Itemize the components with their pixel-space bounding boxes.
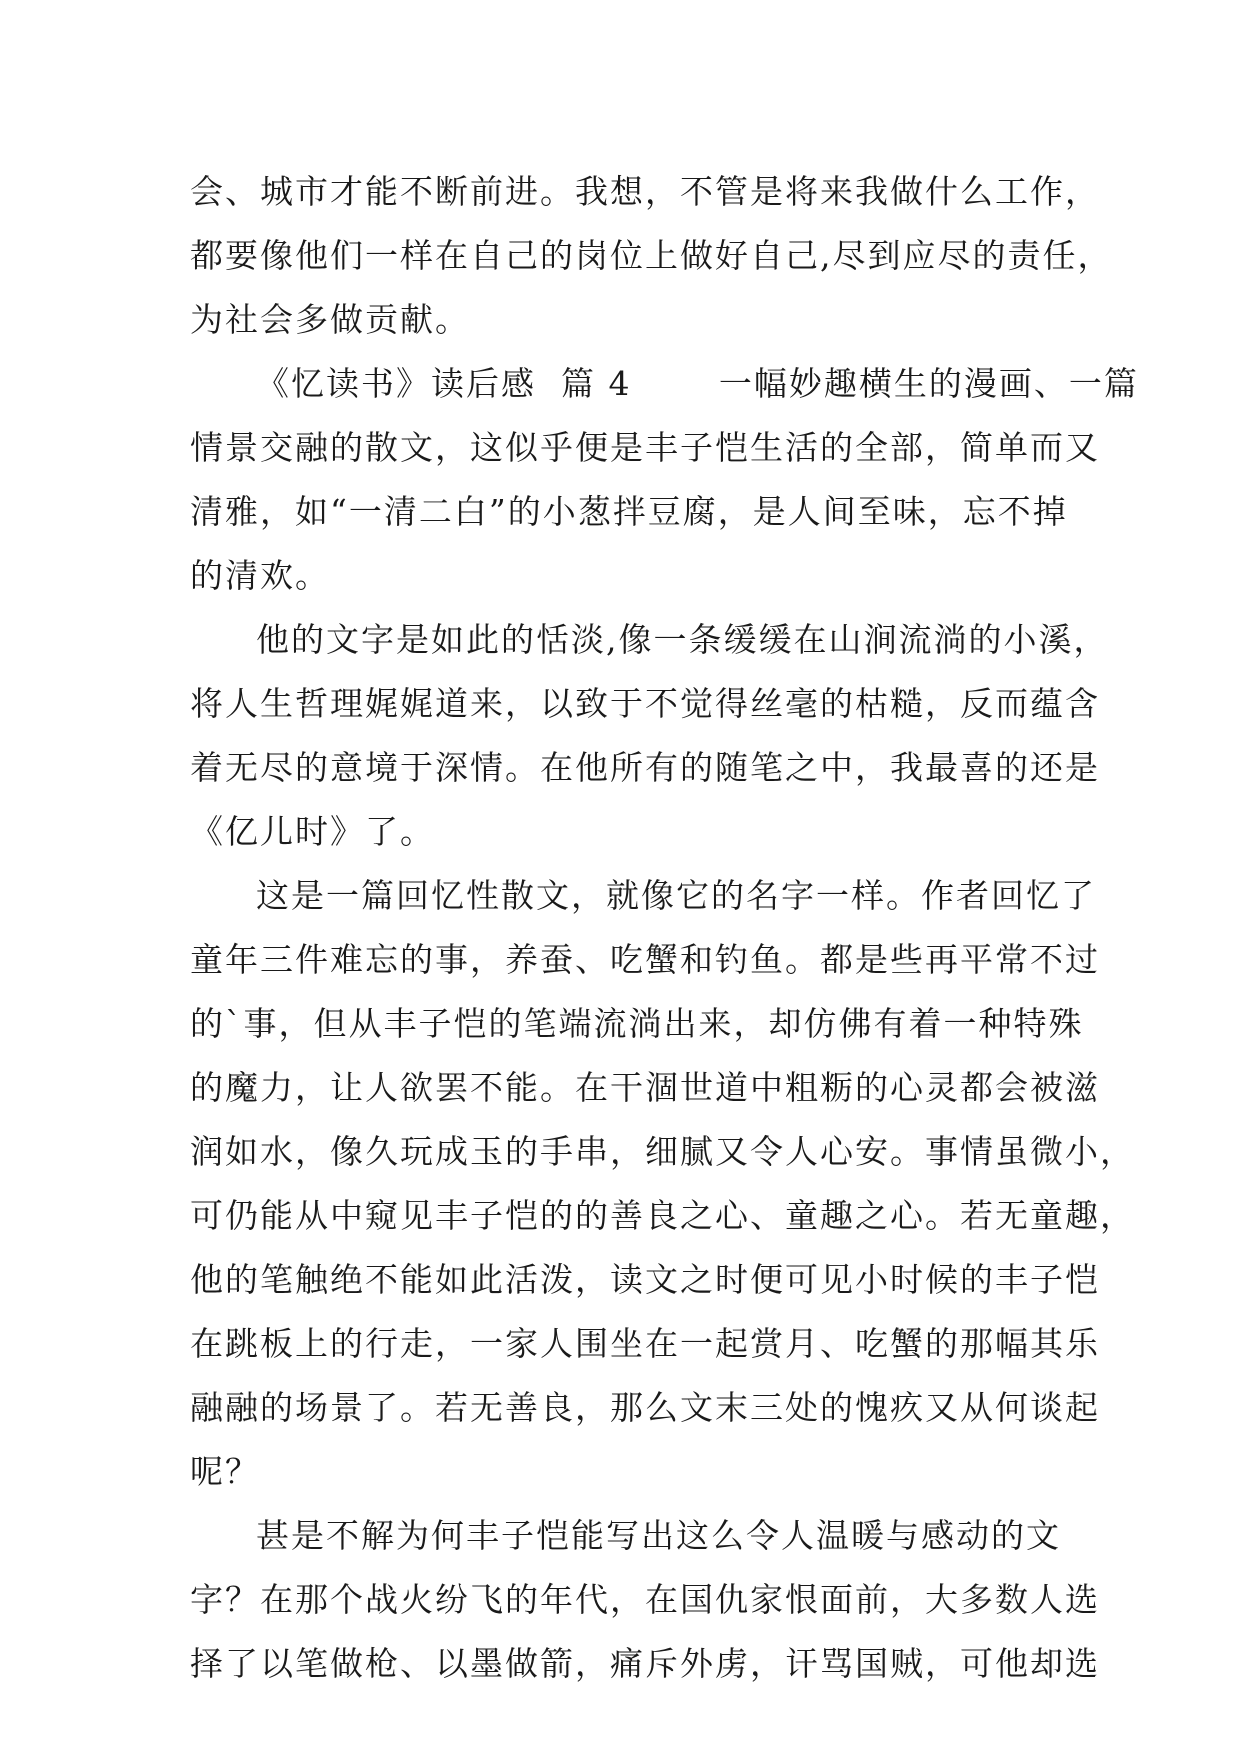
text-line: 择了以笔做枪、以墨做箭，痛斥外虏，讦骂国贼，可他却选 — [190, 1644, 1100, 1683]
text-line: 可仍能从中窥见丰子恺的的善良之心、童趣之心。若无童趣， — [190, 1196, 1135, 1235]
text-line: 会、城市才能不断前进。我想，不管是将来我做什么工作， — [190, 172, 1100, 211]
text-line: 字？在那个战火纷飞的年代，在国仇家恨面前，大多数人选 — [190, 1580, 1100, 1619]
text-line: 将人生哲理娓娓道来，以致于不觉得丝毫的枯糙，反而蕴含 — [190, 684, 1100, 723]
document-body — [190, 160, 1139, 1696]
section-heading-line: 《忆读书》读后感 篇 4 一幅妙趣横生的漫画、一篇 — [256, 364, 1139, 403]
text-line: 的清欢。 — [190, 556, 330, 595]
text-line: 的`事，但从丰子恺的笔端流淌出来，却仿佛有着一种特殊 — [190, 1004, 1084, 1043]
text-line: 润如水，像久玩成玉的手串，细腻又令人心安。事情虽微小， — [190, 1132, 1135, 1171]
text-line: 清雅，如“一清二白”的小葱拌豆腐，是人间至味，忘不掉 — [190, 492, 1068, 531]
text-line: 童年三件难忘的事，养蚕、吃蟹和钓鱼。都是些再平常不过 — [190, 940, 1100, 979]
paragraph-start-line: 甚是不解为何丰子恺能写出这么令人温暖与感动的文 — [256, 1516, 1061, 1555]
text-line: 都要像他们一样在自己的岗位上做好自己,尽到应尽的责任， — [190, 236, 1113, 275]
paragraph-start-line: 他的文字是如此的恬淡,像一条缓缓在山涧流淌的小溪， — [256, 620, 1109, 659]
paragraph-start-line: 这是一篇回忆性散文，就像它的名字一样。作者回忆了 — [256, 876, 1096, 915]
text-line: 情景交融的散文，这似乎便是丰子恺生活的全部，简单而又 — [190, 428, 1100, 467]
text-line: 融融的场景了。若无善良，那么文末三处的愧疚又从何谈起 — [190, 1388, 1100, 1427]
text-line: 的魔力，让人欲罢不能。在干涸世道中粗粝的心灵都会被滋 — [190, 1068, 1100, 1107]
text-line: 为社会多做贡献。 — [190, 300, 470, 339]
text-line: 呢？ — [190, 1452, 260, 1491]
text-line: 《亿儿时》了。 — [190, 812, 435, 851]
text-line: 在跳板上的行走，一家人围坐在一起赏月、吃蟹的那幅其乐 — [190, 1324, 1100, 1363]
text-line: 他的笔触绝不能如此活泼，读文之时便可见小时候的丰子恺 — [190, 1260, 1100, 1299]
text-line: 着无尽的意境于深情。在他所有的随笔之中，我最喜的还是 — [190, 748, 1100, 787]
